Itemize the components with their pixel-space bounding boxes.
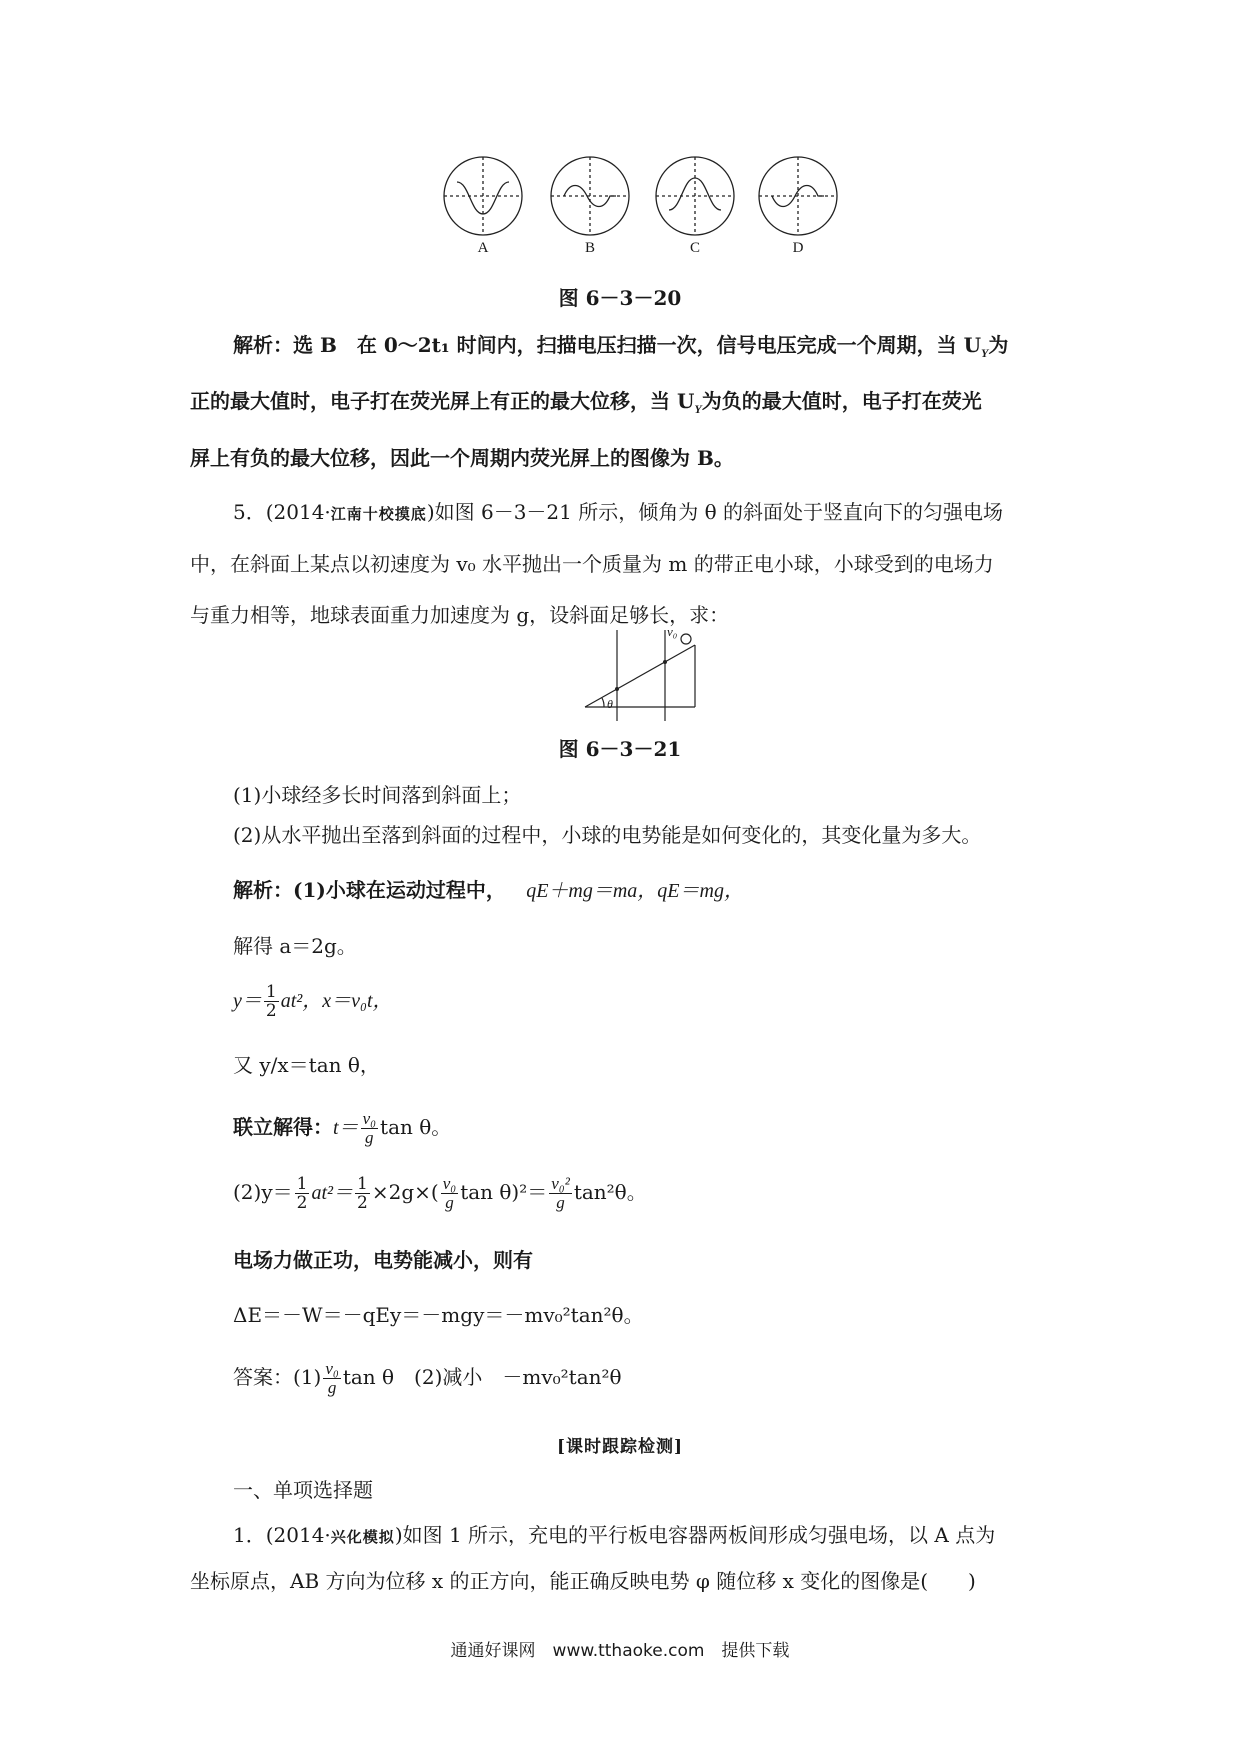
screen-B [551, 157, 629, 235]
problem-5-source: 江南十校摸底 [330, 505, 427, 523]
analysis-4-line-2: 正的最大值时，电子打在荧光屏上有正的最大位移，当 $U_Y$为负的最大值时，电子打在荧光 [190, 389, 982, 416]
screen-D [759, 157, 837, 235]
option-label-A: A [477, 240, 489, 256]
analysis-4-line-3: 屏上有负的最大位移，因此一个周期内荧光屏上的图像为 B。 [190, 446, 734, 470]
screen-A [444, 157, 522, 235]
solution-step-2: 解得 a＝2g。 [233, 934, 357, 958]
solution-step-1: 解析：(1)小球在运动过程中， qE＋mg＝ma，qE＝mg， [233, 878, 744, 902]
figure-caption-21: 图 6－3－21 [558, 737, 682, 761]
figure-6-3-21 [580, 625, 700, 725]
figure-21-v0-label: v₀ [667, 624, 678, 639]
problem-1-line-2: 坐标原点，AB 方向为位移 x 的正方向，能正确反映电势 φ 随位移 x 变化的图像是( ) [190, 1569, 976, 1593]
solution-step-7: 电场力做正功，电势能减小，则有 [233, 1248, 533, 1272]
problem-1-source: 兴化模拟 [330, 1528, 395, 1546]
screen-C [656, 157, 734, 235]
page-footer: 通通好课网 www.tthaoke.com 提供下载 [450, 1641, 790, 1661]
option-label-D: D [792, 240, 804, 256]
section-heading: 一、单项选择题 [233, 1478, 373, 1502]
figure-21-theta-label: θ [607, 697, 613, 711]
problem-1-line-1: 1．(2014·兴化模拟)如图 1 所示，充电的平行板电容器两板间形成匀强电场，以 A 点为 [233, 1523, 996, 1547]
solution-step-8: ΔE＝－W＝－qEy＝－mgy＝－mv₀²tan²θ。 [233, 1303, 644, 1327]
figure-caption-20: 图 6－3－20 [558, 286, 682, 310]
section-tag: [课时跟踪检测] [556, 1437, 684, 1457]
problem-5-question-1: (1)小球经多长时间落到斜面上； [233, 783, 522, 807]
answer-5: 答案：(1) $\frac{\text{v₀}}{g}$ tan θ (2)减小 －mv₀²tan²θ [233, 1359, 622, 1397]
option-label-B: B [584, 240, 595, 256]
analysis-4-line-1: 解析：选 B 在 0～2t₁ 时间内，扫描电压扫描一次，信号电压完成一个周期，当 $U_Y$为 [233, 333, 1009, 360]
option-label-C: C [689, 240, 700, 256]
problem-5-line-2: 中，在斜面上某点以初速度为 v₀ 水平抛出一个质量为 m 的带正电小球，小球受到的电场力 [190, 552, 994, 576]
solution-step-3: y＝ $\frac{1}{2}$ at²，x＝v₀t， [233, 982, 393, 1021]
solution-step-6: (2)y＝ $\frac{1}{2}$ at²＝ $\frac{1}{2}$ ×2g×( $\frac{\text{v₀}}{g}$ tan θ)²＝ $\frac{\text{v₀²}}{g}$ tan²θ。 [233, 1174, 647, 1213]
problem-5-line-3: 与重力相等，地球表面重力加速度为 g，设斜面足够长，求： [190, 603, 730, 627]
solution-step-4: 又 y/x＝tan θ， [233, 1053, 380, 1077]
solution-step-5: 联立解得：t＝ $\frac{\text{v₀}}{g}$ tan θ。 [233, 1109, 452, 1147]
problem-5-question-2: (2)从水平抛出至落到斜面的过程中，小球的电势能是如何变化的，其变化量为多大。 [233, 823, 982, 847]
problem-5-line-1: 5．(2014·江南十校摸底)如图 6－3－21 所示，倾角为 θ 的斜面处于竖直向下的匀强电场 [233, 500, 1003, 524]
